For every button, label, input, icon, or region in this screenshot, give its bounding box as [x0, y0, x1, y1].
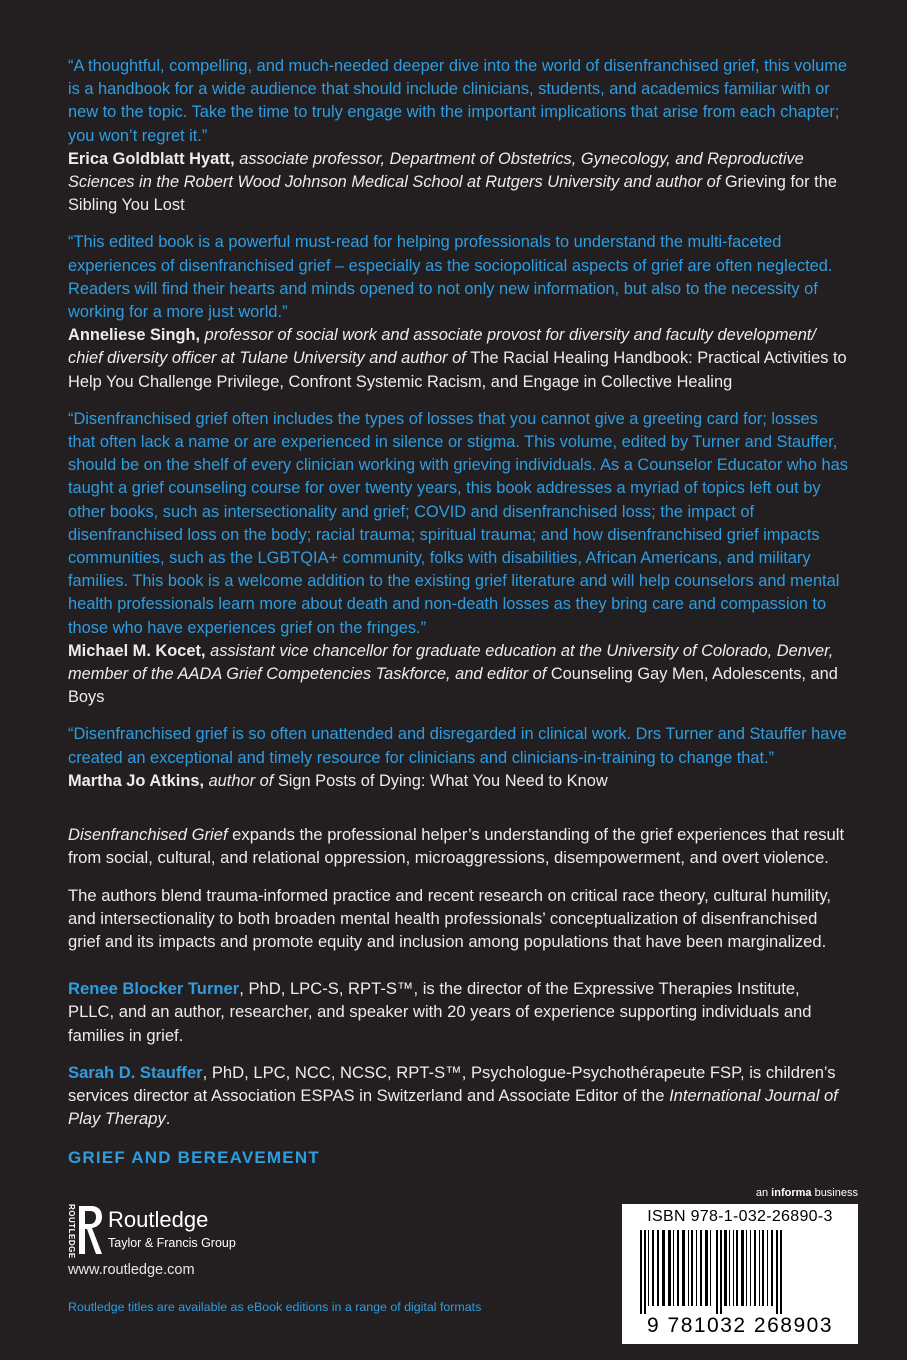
publisher-website[interactable]: www.routledge.com [68, 1262, 195, 1278]
author-name: Sarah D. Stauffer [68, 1062, 203, 1082]
endorsement-attribution [68, 148, 848, 218]
endorser-role: author of [204, 771, 278, 790]
author-bio-text: , PhD, LPC-S, RPT-S™, is the director of the Expressive Therapies Institute, PLLC, and an author, researcher, and speaker with 20 years of experience supporting individuals and families in grief. [68, 979, 812, 1045]
journal-title: International Journal of Play Therapy [68, 1085, 838, 1129]
book-title: Disenfranchised Grief [68, 825, 228, 845]
barcode-digits: 9 781032 268903 [647, 1314, 833, 1337]
endorsement-attribution [68, 640, 848, 710]
endorser-role: professor of social work and associate provost for diversity and faculty development/ chief diversity officer at Tulane University and author of [68, 326, 816, 368]
barcode-bars [630, 1230, 850, 1314]
endorsement-4 [68, 723, 848, 793]
endorser-book: Counseling Gay Men, Adolescents, and Boys [68, 665, 838, 707]
endorsement-attribution [68, 324, 848, 394]
book-description [68, 823, 848, 869]
endorser-name: Michael M. Kocet, [68, 641, 206, 660]
isbn-barcode [622, 1204, 858, 1344]
endorsement-quote: “Disenfranchised grief often includes the types of losses that you cannot give a greeting card for; losses that often lack a name or are experienced in silence or stigma. This volume, edited by Turner and Stauffer, should be on the shelf of every clinician working with grieving individuals. As a Counselor Educator who has taught a grief counseling course for over twenty years, this book addresses a myriad of topics left out by other books, such as intersectionality and grief; COVID and disenfranchised loss; the impact of disenfranchised loss on the body; racial trauma; spiritual trauma; and how disenfranchised grief impacts communities, such as the LGBTQIA+ community, folks with disabilities, African Americans, and military families. This book is a welcome addition to the existing grief literature and will help counselors and mental health professionals learn more about death and non-death losses as they bring care and compassion to those who have experiences grief on the fringes.” [68, 409, 848, 637]
publisher-group: Taylor & Francis Group [108, 1236, 236, 1250]
endorser-name: Anneliese Singh, [68, 326, 201, 345]
author-name: Renee Blocker Turner [68, 979, 240, 999]
endorser-book: Sign Posts of Dying: What You Need to Know [277, 771, 608, 790]
back-cover-text [68, 55, 848, 1144]
ebook-note: Routledge titles are available as eBook editions in a range of digital formats [68, 1300, 482, 1314]
endorsement-quote: “A thoughtful, compelling, and much-needed deeper dive into the world of disenfranchised grief, this volume is a handbook for a wide audience that should include clinicians, students, and academics familiar with or new to the topic. Take the time to truly engage with the important implications that arise from each chapter; you won’t regret it.” [68, 57, 848, 145]
endorsement-2 [68, 231, 848, 393]
author-bio-1 [68, 977, 848, 1047]
informa-tagline [756, 1187, 858, 1199]
routledge-r-icon [77, 1204, 103, 1256]
publisher-name: Routledge [108, 1207, 209, 1232]
endorsement-attribution [68, 770, 848, 793]
informa-prefix: an [755, 1187, 772, 1199]
informa-brand: informa [771, 1187, 812, 1199]
endorsement-quote: “Disenfranchised grief is so often unattended and disregarded in clinical work. Drs Turner and Stauffer have created an exceptional and timely resource for clinicians and clinicians-in-training to change that.” [68, 725, 847, 767]
book-description-2: The authors blend trauma-informed practice and recent research on critical race theory, cultural humility, and intersectionality to both broaden mental health professionals’ conceptualization of disenfranchised grief and its impacts and promote equity and inclusion among populations that have been marginalized. [68, 885, 832, 951]
publisher-logo [66, 1204, 306, 1259]
author-bio-text: , PhD, LPC, NCC, NCSC, RPT-S™, Psychologue-Psychothérapeute FSP, is children’s services director at Association ESPAS in Switzerland and Associate Editor of the [68, 1062, 836, 1105]
informa-suffix: business [811, 1187, 858, 1199]
endorsement-3 [68, 408, 848, 710]
endorser-role: assistant vice chancellor for graduate education at the University of Colorado, Denver, member of the AADA Grief Competencies Taskforce, and editor of [68, 641, 834, 684]
subject-category: GRIEF AND BEREAVEMENT [68, 1148, 320, 1167]
logo-vertical-text: ROUTLEDGE [67, 1204, 76, 1259]
author-bio-2 [68, 1061, 848, 1131]
isbn-number: ISBN 978-1-032-26890-3 [647, 1208, 833, 1225]
description-text: expands the professional helper’s understanding of the grief experiences that result from social, cultural, and relational oppression, microaggressions, disempowerment, and overt violence. [68, 825, 845, 868]
endorser-name: Martha Jo Atkins, [68, 771, 205, 790]
endorsement-quote: “This edited book is a powerful must-read for helping professionals to understand the multi-faceted experiences of disenfranchised grief – especially as the sociopolitical aspects of grief are often neglected. Readers will find their hearts and minds opened to not only new information, but also to the necessity of working for a more just world.” [68, 233, 833, 322]
endorser-role: associate professor, Department of Obstetrics, Gynecology, and Reproductive Sciences in the Robert Wood Johnson Medical School at Rutgers University and author of [68, 149, 804, 192]
endorser-book: Grieving for the Sibling You Lost [68, 173, 837, 215]
endorser-name: Erica Goldblatt Hyatt, [68, 149, 235, 168]
endorsement-1 [68, 55, 848, 217]
endorser-book: The Racial Healing Handbook: Practical Activities to Help You Challenge Privilege, Confront Systemic Racism, and Engage in Collective Healing [68, 349, 847, 391]
author-bio-tail: . [165, 1109, 171, 1129]
